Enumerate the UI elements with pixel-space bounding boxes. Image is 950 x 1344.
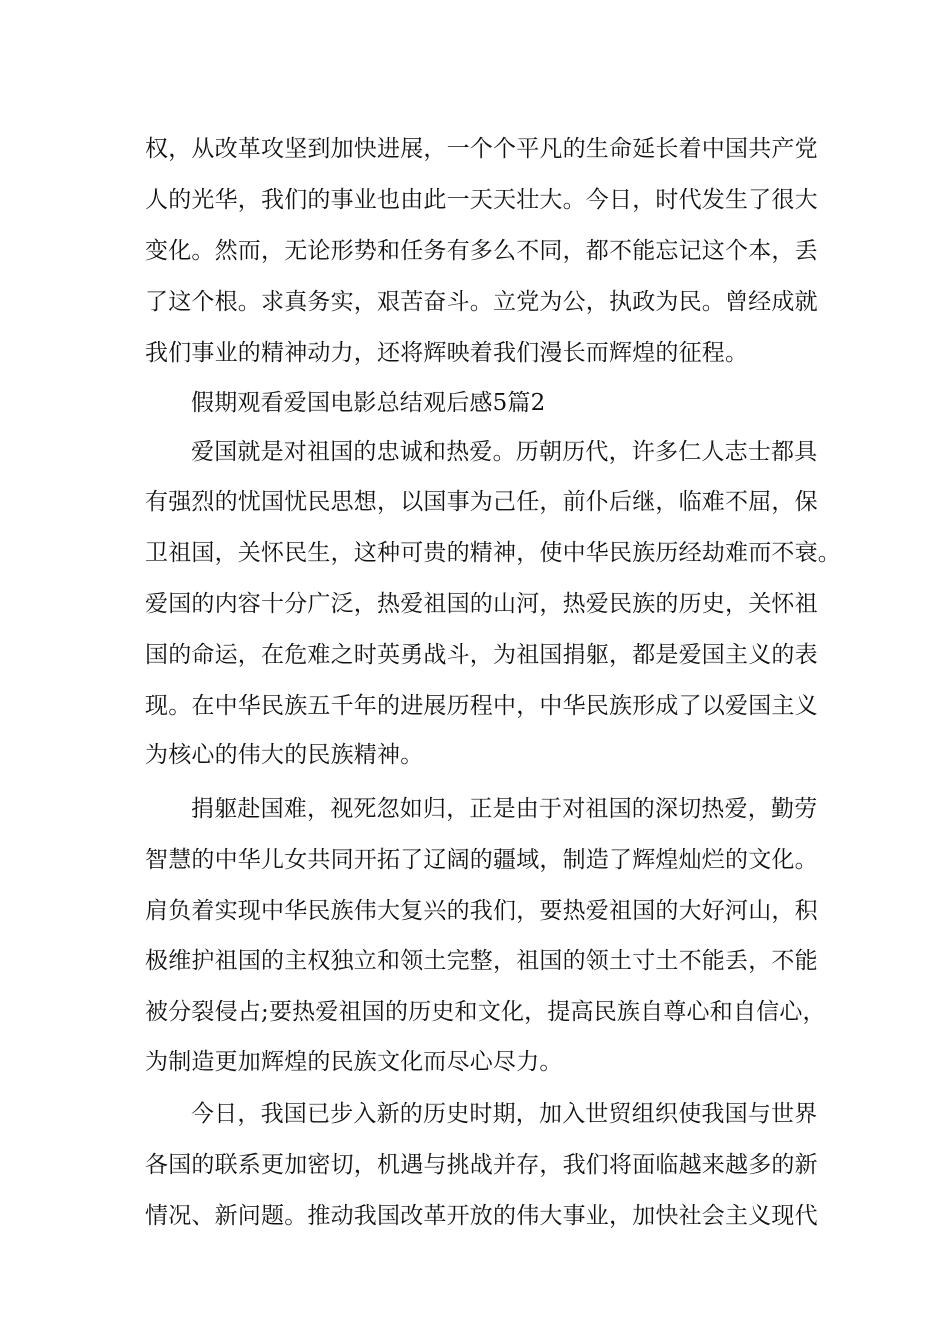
text-line: 智慧的中华儿女共同开拓了辽阔的疆域，制造了辉煌灿烂的文化。 bbox=[145, 847, 818, 873]
text-line: 为制造更加辉煌的民族文化而尽心尽力。 bbox=[145, 1049, 563, 1075]
text-line: 人的光华，我们的事业也由此一天天壮大。今日，时代发生了很大 bbox=[145, 187, 818, 213]
text-line: 有强烈的忧国忧民思想，以国事为己任，前仆后继，临难不屈，保 bbox=[145, 489, 818, 515]
text-line: 权，从改革攻坚到加快进展，一个个平凡的生命延长着中国共产党 bbox=[145, 136, 818, 162]
section-heading: 假期观看爱国电影总结观后感5篇2 bbox=[191, 390, 546, 416]
text-line: 现。在中华民族五千年的进展历程中，中华民族形成了以爱国主义 bbox=[145, 693, 818, 719]
paragraph-first-line: 捐躯赴国难，视死忽如归，正是由于对祖国的深切热爱，勤劳 bbox=[191, 796, 818, 822]
paragraph-first-line: 爱国就是对祖国的忠诚和热爱。历朝历代，许多仁人志士都具 bbox=[191, 439, 818, 465]
text-line: 肩负着实现中华民族伟大复兴的我们，要热爱祖国的大好河山，积 bbox=[145, 898, 818, 924]
text-line: 被分裂侵占;要热爱祖国的历史和文化，提高民族自尊心和自信心， bbox=[145, 999, 826, 1025]
text-line: 爱国的内容十分广泛，热爱祖国的山河，热爱民族的历史，关怀祖 bbox=[145, 591, 818, 617]
text-line: 各国的联系更加密切，机遇与挑战并存，我们将面临越来越多的新 bbox=[145, 1152, 818, 1178]
text-line: 情况、新问题。推动我国改革开放的伟大事业，加快社会主义现代 bbox=[145, 1203, 818, 1229]
text-line: 国的命运，在危难之时英勇战斗，为祖国捐躯，都是爱国主义的表 bbox=[145, 642, 818, 668]
paragraph-first-line: 今日，我国已步入新的历史时期，加入世贸组织使我国与世界 bbox=[191, 1101, 818, 1127]
text-line: 卫祖国，关怀民生，这种可贵的精神，使中华民族历经劫难而不衰。 bbox=[145, 540, 841, 566]
text-line: 我们事业的精神动力，还将辉映着我们漫长而辉煌的征程。 bbox=[145, 340, 749, 366]
text-line: 为核心的伟大的民族精神。 bbox=[145, 742, 424, 768]
text-line: 了这个根。求真务实，艰苦奋斗。立党为公，执政为民。曾经成就 bbox=[145, 289, 818, 315]
text-line: 极维护祖国的主权独立和领土完整，祖国的领土寸土不能丢，不能 bbox=[145, 948, 818, 974]
text-line: 变化。然而，无论形势和任务有多么不同，都不能忘记这个本，丢 bbox=[145, 238, 818, 264]
